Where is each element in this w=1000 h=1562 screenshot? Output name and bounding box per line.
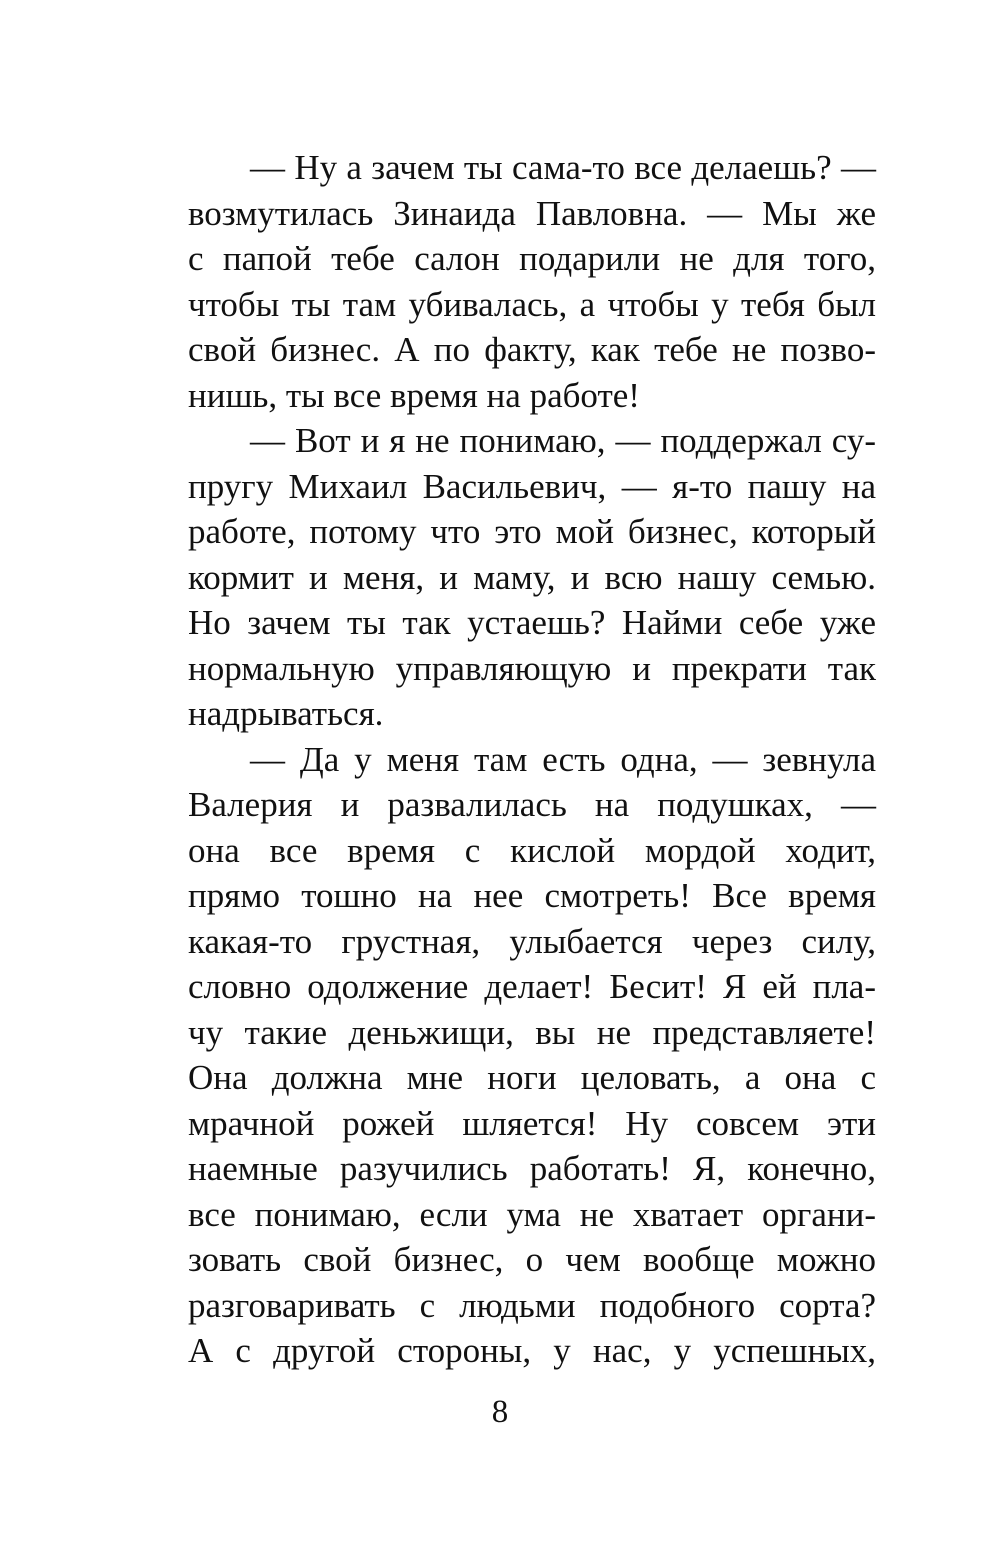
text-line: она все время с кислой мордой ходит, <box>188 830 876 870</box>
text-line: мрачной рожей шляется! Ну совсем эти <box>188 1103 876 1143</box>
text-line: зовать свой бизнес, о чем вообще можно <box>188 1240 876 1279</box>
text-line: чтобы ты там убивалась, а чтобы у тебя был <box>188 284 876 324</box>
text-line: кормит и меня, и маму, и всю нашу семью. <box>188 557 876 597</box>
text-line: все понимаю, если ума не хватает органи- <box>188 1194 876 1234</box>
text-line: возмутилась Зинаида Павловна. — Мы же <box>188 193 876 233</box>
text-line: — Вот и я не понимаю, — поддержал су- <box>250 421 876 460</box>
body-text <box>188 145 876 1374</box>
text-line: — Ну а зачем ты сама-то все делаешь? — <box>250 148 876 187</box>
text-line: работе, потому что это мой бизнес, который <box>188 512 876 551</box>
text-line: разговаривать с людьми подобного сорта? <box>188 1285 876 1325</box>
text-line: Валерия и развалилась на подушках, — <box>188 785 876 824</box>
text-line: надрываться. <box>188 694 384 733</box>
text-line: Она должна мне ноги целовать, а она с <box>188 1058 876 1097</box>
text-line: А с другой стороны, у нас, у успешных, <box>188 1331 876 1370</box>
text-line: какая-то грустная, улыбается через силу, <box>188 921 876 961</box>
text-line: словно одолжение делает! Бесит! Я ей пла- <box>188 967 876 1006</box>
text-line: свой бизнес. А по факту, как тебе не позво- <box>188 330 876 369</box>
text-line: прямо тошно на нее смотреть! Все время <box>188 876 876 915</box>
text-line: нишь, ты все время на работе! <box>188 375 640 415</box>
text-line: Но зачем ты так устаешь? Найми себе уже <box>188 603 876 642</box>
text-line: с папой тебе салон подарили не для того, <box>188 239 876 278</box>
page-number: 8 <box>491 1394 509 1430</box>
text-line: — Да у меня там есть одна, — зевнула <box>250 739 876 779</box>
text-line: наемные разучились работать! Я, конечно, <box>188 1149 876 1188</box>
text-line: нормальную управляющую и прекрати так <box>188 648 876 688</box>
text-line: пругу Михаил Васильевич, — я-то пашу на <box>188 466 876 506</box>
text-line: чу такие деньжищи, вы не представляете! <box>188 1012 876 1052</box>
